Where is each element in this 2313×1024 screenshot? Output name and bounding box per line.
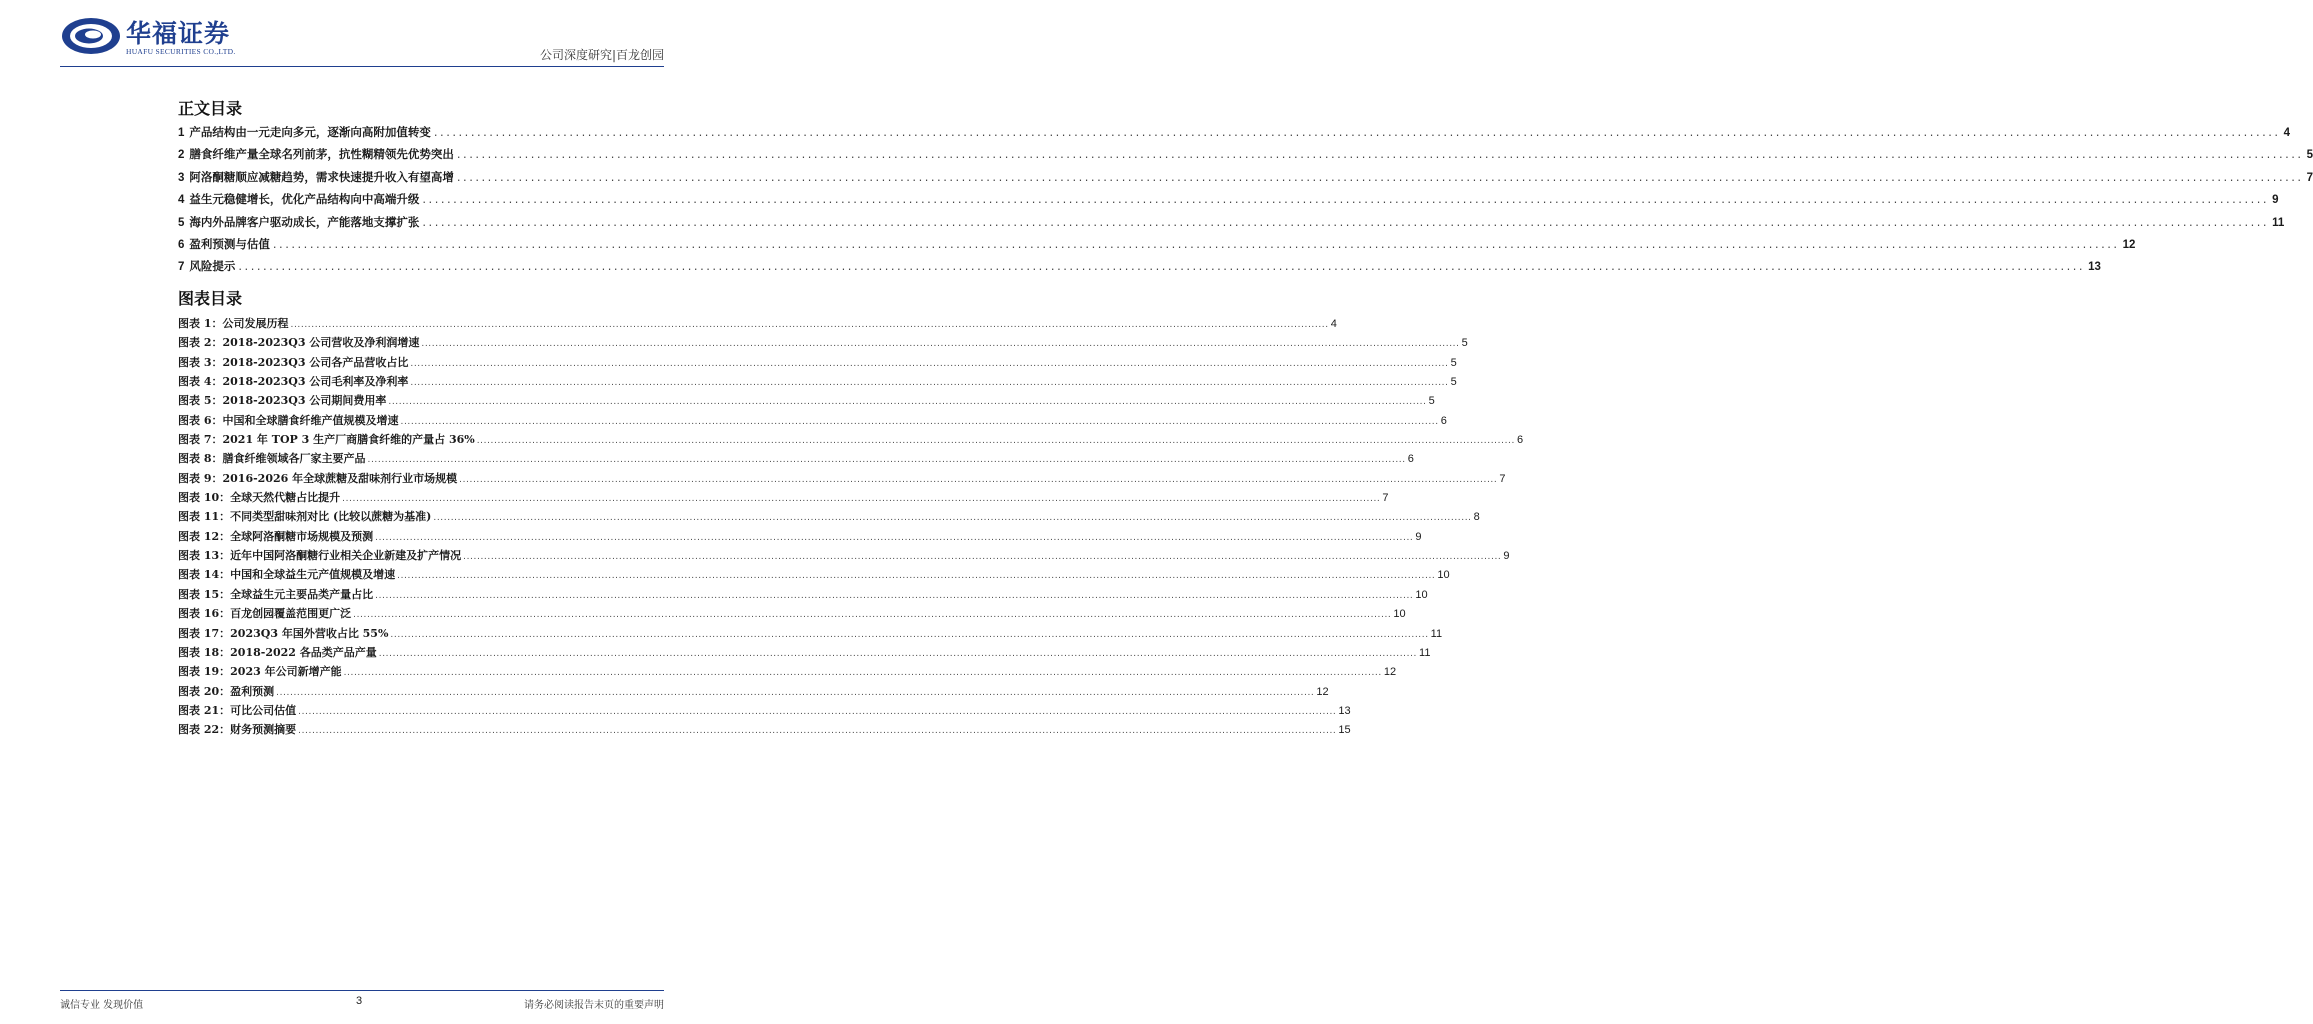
figure-entry[interactable] [178, 412, 1447, 431]
dot-leader: ............................................................................................................................................................................................................................................................................................................ [290, 320, 1329, 330]
toc-entry[interactable] [178, 214, 2285, 236]
figure-entry-text[interactable]: 2023Q3 年国外营收占比 55% [230, 626, 389, 640]
toc-entry-text[interactable]: 益生元稳健增长，优化产品结构向中高端升级 [189, 192, 420, 207]
figure-entry-label: 图表 10： [178, 491, 231, 505]
toc-entry-text[interactable]: 产品结构由一元走向多元，逐渐向高附加值转变 [189, 125, 431, 139]
toc-entry[interactable] [178, 124, 2290, 146]
figure-entry[interactable] [178, 431, 1524, 450]
toc-entry-page: 9 [2272, 194, 2279, 207]
figure-entry-text[interactable]: 可比公司估值 [230, 703, 297, 717]
figure-entry-label: 图表 2： [178, 336, 223, 350]
figure-entry-label: 图表 9： [178, 471, 223, 485]
toc-entry-page: 7 [2306, 171, 2313, 184]
dot-leader: ............................................................................................................................................................................................................................................................................................................ [463, 552, 1502, 563]
toc-entry-number: 1 [178, 127, 185, 139]
figure-entry-page: 5 [1450, 376, 1457, 389]
dot-leader: ............................................................................................................................................................................................................................................................................................................ [421, 339, 1460, 350]
figure-entry-page: 5 [1428, 395, 1435, 408]
figure-entry[interactable] [178, 528, 1422, 547]
figure-entry-label: 图表 19： [178, 665, 231, 679]
figures-title: 图表目录 [178, 289, 243, 308]
footer-slogan: 诚信专业 发现价值 [60, 1000, 144, 1011]
dot-leader: ............................................................................................................................................................................................................................................................................................................ [298, 706, 1337, 717]
dot-leader: ............................................................................................................................................................................................................................................................................................................ [476, 436, 1515, 447]
toc-entry-number: 5 [178, 216, 185, 229]
dot-leader: ............................................................................................................................................................................................................................................................................................................ [422, 192, 2270, 207]
figure-entry-page: 7 [1382, 492, 1389, 505]
figure-entry[interactable] [178, 586, 1428, 605]
figure-entry[interactable] [178, 605, 1406, 624]
toc-entry[interactable] [178, 236, 2136, 258]
footer-disclaimer: 请务必阅读报告末页的重要声明 [524, 1000, 664, 1011]
figure-entry-text[interactable]: 中国和全球益生元产值规模及增速 [230, 568, 396, 582]
figure-entry-label: 图表 15： [178, 587, 231, 601]
figure-entry-text[interactable]: 财务预测摘要 [230, 723, 297, 737]
figure-entry-label: 图表 6： [178, 413, 223, 427]
figure-entry-page: 9 [1415, 530, 1422, 543]
figure-entry-label: 图表 12： [178, 529, 231, 543]
figure-entry-label: 图表 8： [178, 452, 223, 466]
figure-entry-page: 9 [1503, 550, 1510, 563]
toc-entry-page: 13 [2088, 261, 2101, 274]
page-header [0, 0, 724, 70]
toc-title: 正文目录 [178, 99, 243, 118]
figure-entry-text[interactable]: 2018-2023Q3 公司营收及净利润增速 [222, 336, 420, 350]
toc-entry-page: 12 [2122, 238, 2136, 251]
company-logo [60, 14, 250, 60]
figure-entry[interactable] [178, 625, 1443, 644]
figure-entry-page: 6 [1440, 414, 1447, 427]
toc-entry-number: 6 [178, 238, 185, 251]
figure-entry[interactable] [178, 334, 1468, 353]
figure-entry-text[interactable]: 2021 年 TOP 3 生产厂商膳食纤维的产量占 36% [222, 433, 475, 447]
dot-leader: ............................................................................................................................................................................................................................................................................................................ [276, 687, 1315, 698]
figure-entry-page: 7 [1499, 472, 1506, 485]
figure-entry-label: 图表 13： [178, 549, 231, 563]
figure-entry-text[interactable]: 盈利预测 [230, 684, 275, 698]
figure-list [178, 315, 1524, 741]
figure-entry[interactable] [178, 702, 1351, 721]
dot-leader: ............................................................................................................................................................................................................................................................................................................ [298, 726, 1337, 737]
dot-leader: ............................................................................................................................................................................................................................................................................................................ [367, 455, 1406, 466]
figure-entry[interactable] [178, 470, 1506, 489]
figure-entry-text[interactable]: 膳食纤维领域各厂家主要产品 [222, 452, 366, 466]
figure-entry-label: 图表 22： [178, 723, 231, 737]
figure-entry-page: 15 [1338, 724, 1351, 737]
dot-leader: ............................................................................................................................................................................................................................................................................................................ [410, 378, 1449, 389]
figure-entry-page: 11 [1419, 646, 1431, 659]
dot-leader: ............................................................................................................................................................................................................................................................................................................ [456, 147, 2304, 162]
figure-entry-page: 10 [1437, 569, 1450, 582]
figure-entry-label: 图表 4： [178, 375, 223, 389]
dot-leader: ............................................................................................................................................................................................................................................................................................................ [400, 416, 1439, 427]
dot-leader: ............................................................................................................................................................................................................................................................................................................ [456, 169, 2304, 184]
figure-entry-text[interactable]: 不同类型甜味剂对比 (比较以蔗糖为基准) [230, 510, 432, 524]
figure-entry-text[interactable]: 中国和全球膳食纤维产值规模及增速 [222, 413, 399, 427]
figure-entry[interactable] [178, 450, 1414, 469]
header-divider [60, 66, 664, 67]
dot-leader: ............................................................................................................................................................................................................................................................................................................ [397, 571, 1436, 582]
toc-entry-text[interactable]: 盈利预测与估值 [189, 236, 270, 251]
figure-entry-label: 图表 11： [178, 510, 231, 524]
figure-entry-label: 图表 3： [178, 355, 223, 369]
figure-entry-page: 8 [1473, 511, 1480, 524]
dot-leader: ............................................................................................................................................................................................................................................................................................................ [342, 494, 1381, 505]
dot-leader: ............................................................................................................................................................................................................................................................................................................ [433, 125, 2281, 139]
figure-entry-label: 图表 21： [178, 703, 231, 717]
figure-entry-label: 图表 1： [178, 317, 223, 330]
figure-entry[interactable] [178, 315, 1337, 334]
figure-entry-page: 12 [1316, 685, 1329, 698]
toc-entry-page: 5 [2306, 149, 2313, 162]
dot-leader: ............................................................................................................................................................................................................................................................................................................ [459, 474, 1498, 485]
figure-entry-page: 10 [1393, 608, 1406, 621]
logo-english-name: HUAFU SECURITIES CO.,LTD. [126, 47, 236, 56]
figure-entry-page: 5 [1450, 356, 1457, 369]
dot-leader: ............................................................................................................................................................................................................................................................................................................ [375, 590, 1414, 601]
figure-entry-text[interactable]: 2018-2023Q3 公司毛利率及净利率 [222, 375, 409, 389]
dot-leader: ............................................................................................................................................................................................................................................................................................................ [390, 629, 1429, 640]
toc-entry-page: 4 [2283, 127, 2290, 139]
dot-leader: ............................................................................................................................................................................................................................................................................................................ [422, 214, 2270, 229]
figure-entry[interactable] [178, 547, 1510, 566]
toc-entry[interactable] [178, 258, 2101, 280]
figure-entry-page: 10 [1415, 588, 1428, 601]
figure-entry[interactable] [178, 566, 1450, 585]
dot-leader: ............................................................................................................................................................................................................................................................................................................ [353, 610, 1392, 621]
figure-entry-page: 12 [1383, 666, 1397, 679]
figure-entry[interactable] [178, 683, 1329, 702]
figure-entry-label: 图表 5： [178, 394, 223, 408]
toc-entry[interactable] [178, 169, 2313, 191]
figure-entry-text[interactable]: 2018-2023Q3 公司各产品营收占比 [222, 355, 409, 369]
figure-entry-page: 5 [1461, 337, 1468, 350]
figure-entry-text[interactable]: 2018-2022 各品类产品产量 [230, 645, 377, 659]
figure-entry-page: 4 [1330, 318, 1337, 330]
figure-entry-label: 图表 17： [178, 626, 231, 640]
figure-entry[interactable] [178, 721, 1351, 740]
dot-leader: ............................................................................................................................................................................................................................................................................................................ [410, 358, 1449, 369]
figure-entry-page: 13 [1338, 704, 1351, 717]
footer-divider [60, 990, 664, 991]
toc-entry-text[interactable]: 膳食纤维产量全球名列前茅，抗性糊精领先优势突出 [189, 147, 454, 162]
dot-leader: ............................................................................................................................................................................................................................................................................................................ [378, 648, 1418, 659]
toc-entry[interactable] [178, 146, 2313, 168]
figure-entry-text[interactable]: 全球益生元主要品类产量占比 [230, 587, 374, 601]
figure-entry-text[interactable]: 2016-2026 年全球蔗糖及甜味剂行业市场规模 [222, 471, 458, 485]
huafu-logo-icon [60, 16, 122, 56]
figure-entry[interactable] [178, 663, 1397, 682]
toc-entry-text[interactable]: 阿洛酮糖顺应减糖趋势，需求快速提升收入有望高增 [189, 169, 454, 184]
toc-entry-number: 7 [178, 261, 185, 274]
toc-entry-page: 11 [2272, 216, 2285, 229]
figure-entry-text[interactable]: 百龙创园覆盖范围更广泛 [230, 607, 352, 621]
figure-entry-page: 6 [1516, 434, 1524, 447]
figure-entry-label: 图表 14： [178, 568, 231, 582]
logo-chinese-name: 华福证券 [126, 19, 231, 48]
figure-entry-text[interactable]: 2023 年公司新增产能 [230, 665, 342, 679]
toc-entry-number: 3 [178, 171, 185, 184]
figure-entry[interactable] [178, 644, 1431, 663]
figure-entry-label: 图表 18： [178, 645, 231, 659]
dot-leader: ............................................................................................................................................................................................................................................................................................................ [375, 532, 1414, 543]
toc-entry-number: 4 [178, 194, 185, 207]
figure-entry-text[interactable]: 2018-2023Q3 公司期间费用率 [222, 394, 387, 408]
page-number: 3 [356, 995, 363, 1007]
report-type-label: 公司深度研究|百龙创园 [539, 48, 664, 62]
figure-entry[interactable] [178, 354, 1457, 373]
figure-entry[interactable] [178, 392, 1435, 411]
toc-entry[interactable] [178, 191, 2279, 213]
figure-entry-text[interactable]: 公司发展历程 [222, 317, 289, 330]
table-of-contents [178, 124, 2313, 281]
figure-entry-page: 6 [1407, 453, 1414, 466]
figure-entry-text[interactable]: 全球天然代糖占比提升 [230, 491, 341, 505]
toc-entry-text[interactable]: 风险提示 [189, 259, 236, 274]
figure-entry-page: 11 [1430, 627, 1443, 640]
dot-leader: ............................................................................................................................................................................................................................................................................................................ [433, 513, 1472, 524]
toc-entry-number: 2 [178, 149, 185, 162]
figure-entry[interactable] [178, 373, 1457, 392]
dot-leader: ............................................................................................................................................................................................................................................................................................................ [388, 397, 1427, 408]
figure-entry-text[interactable]: 全球阿洛酮糖市场规模及预测 [230, 529, 374, 543]
dot-leader: ............................................................................................................................................................................................................................................................................................................ [343, 668, 1382, 679]
toc-entry-text[interactable]: 海内外品牌客户驱动成长，产能落地支撑扩张 [189, 214, 420, 229]
figure-entry[interactable] [178, 489, 1389, 508]
figure-entry-label: 图表 7： [178, 433, 223, 447]
dot-leader: ............................................................................................................................................................................................................................................................................................................ [238, 259, 2086, 274]
figure-entry-label: 图表 16： [178, 607, 231, 621]
figure-entry-text[interactable]: 近年中国阿洛酮糖行业相关企业新建及扩产情况 [230, 549, 462, 563]
figure-entry[interactable] [178, 508, 1480, 527]
dot-leader: ............................................................................................................................................................................................................................................................................................................ [272, 236, 2120, 251]
figure-entry-label: 图表 20： [178, 684, 231, 698]
